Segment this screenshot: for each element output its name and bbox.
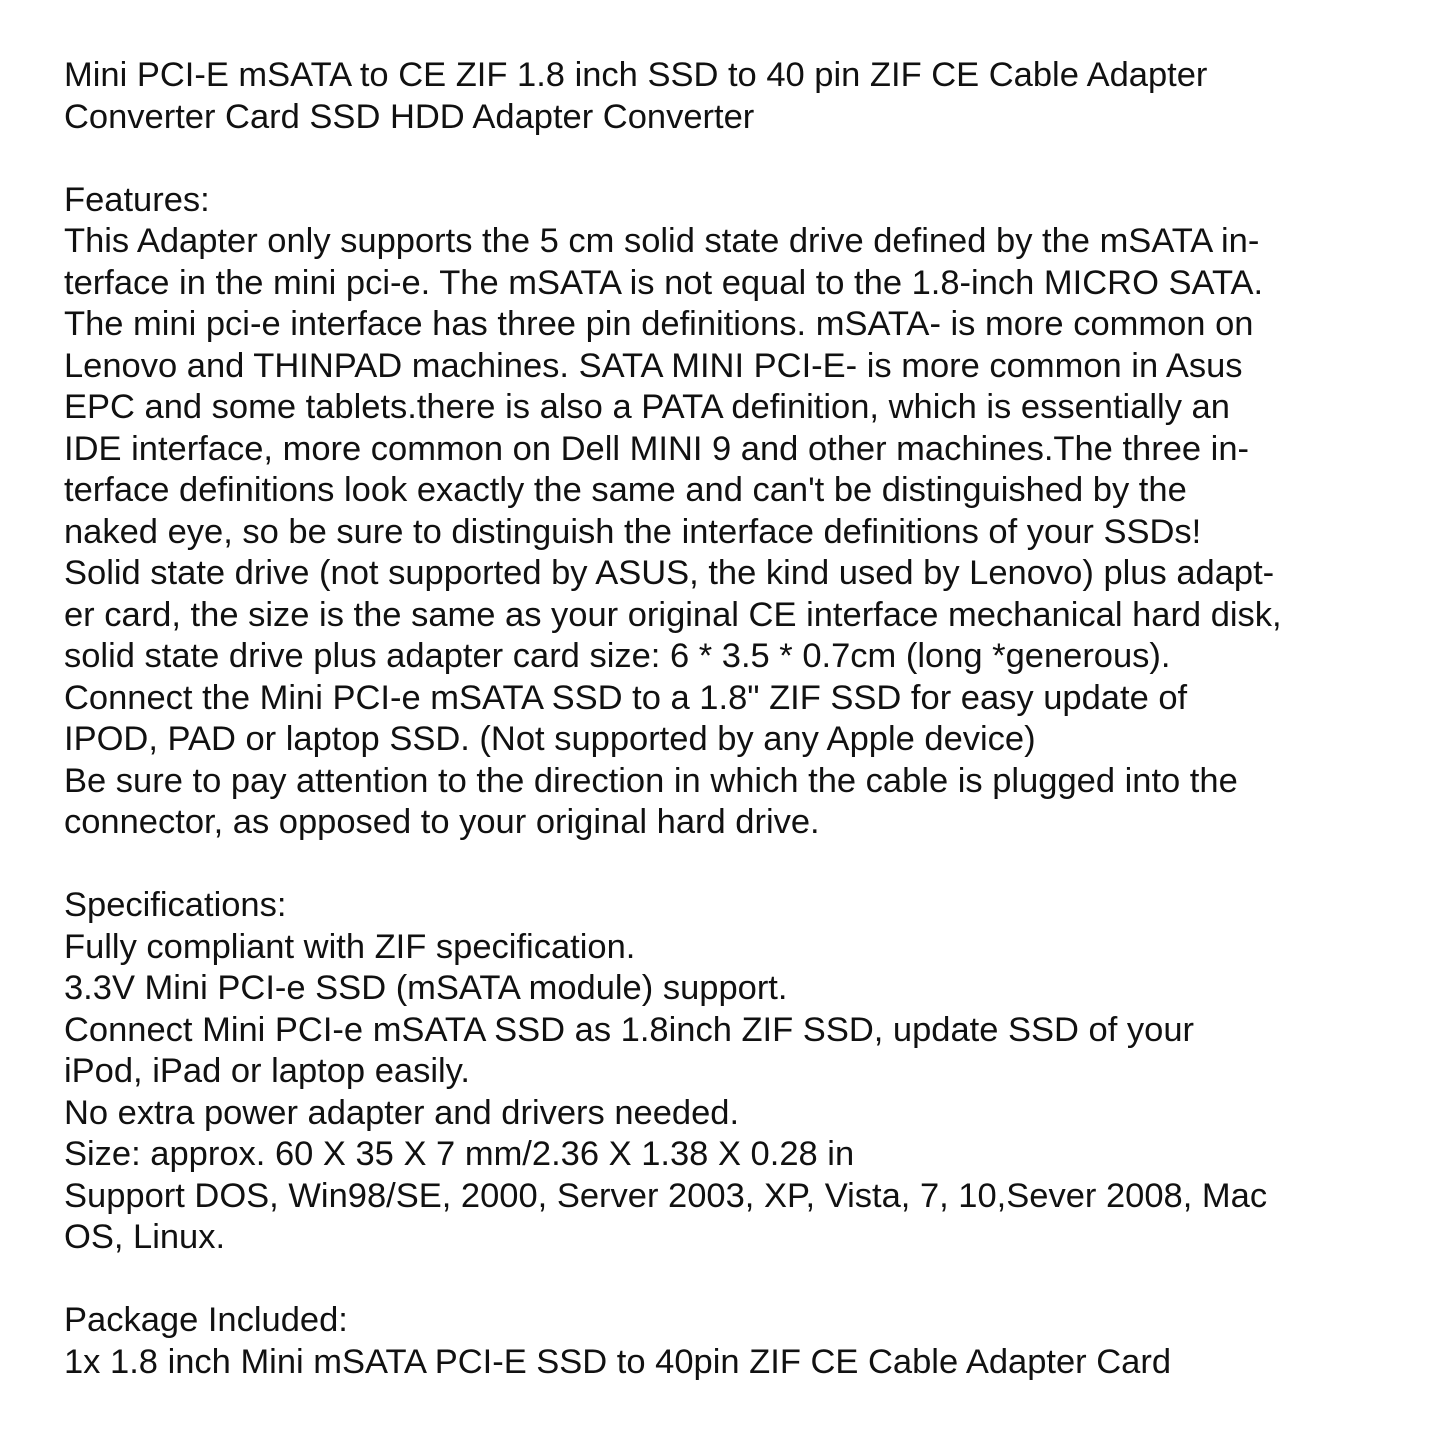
specifications-line: No extra power adapter and drivers needed. — [64, 1093, 740, 1132]
features-line: naked eye, so be sure to distinguish the interface definitions of your SSDs! — [64, 512, 1202, 551]
features-line: Lenovo and THINPAD machines. SATA MINI PCI-E- is more common in Asus — [64, 346, 1243, 385]
features-line: EPC and some tablets.there is also a PATA definition, which is essentially an — [64, 388, 1230, 426]
specifications-line: iPod, iPad or laptop easily. — [64, 1052, 470, 1090]
package-line: 1x 1.8 inch Mini mSATA PCI-E SSD to 40pin ZIF CE Cable Adapter Card — [64, 1342, 1172, 1381]
features-line: Connect the Mini PCI-e mSATA SSD to a 1.8" ZIF SSD for easy update of — [64, 678, 1188, 717]
specifications-line: Size: approx. 60 X 35 X 7 mm/2.36 X 1.38 X 0.28 in — [64, 1135, 855, 1173]
features-line: solid state drive plus adapter card size: 6 * 3.5 * 0.7cm (long *generous). — [64, 637, 1171, 675]
features-line: IDE interface, more common on Dell MINI 9 and other machines.The three in- — [64, 429, 1250, 468]
features-line: er card, the size is the same as your original CE interface mechanical hard disk, — [64, 595, 1282, 634]
product-title — [64, 55, 1404, 138]
features-line: The mini pci-e interface has three pin definitions. mSATA- is more common on — [64, 305, 1254, 343]
features-line: Solid state drive (not supported by ASUS, the kind used by Lenovo) plus adapt- — [64, 554, 1275, 592]
features-line: terface definitions look exactly the same and can't be distinguished by the — [64, 471, 1187, 509]
specifications-line: OS, Linux. — [64, 1218, 226, 1256]
features-line: This Adapter only supports the 5 cm solid state drive defined by the mSATA in- — [64, 222, 1260, 260]
section-spacer — [64, 844, 1404, 886]
specifications-line: Fully compliant with ZIF specification. — [64, 927, 636, 966]
specifications-heading: Specifications: — [64, 886, 287, 924]
features-line: connector, as opposed to your original hard drive. — [64, 803, 820, 841]
specifications-line: Support DOS, Win98/SE, 2000, Server 2003, XP, Vista, 7, 10,Sever 2008, Mac — [64, 1176, 1268, 1215]
features-section — [64, 180, 1404, 844]
features-line: IPOD, PAD or laptop SSD. (Not supported by any Apple device) — [64, 720, 1036, 758]
title-line: Converter Card SSD HDD Adapter Converter — [64, 97, 755, 136]
section-spacer — [64, 1259, 1404, 1301]
features-line: terface in the mini pci-e. The mSATA is not equal to the 1.8-inch MICRO SATA. — [64, 263, 1264, 302]
features-line: Be sure to pay attention to the direction in which the cable is plugged into the — [64, 761, 1238, 800]
title-line: Mini PCI-E mSATA to CE ZIF 1.8 inch SSD to 40 pin ZIF CE Cable Adapter — [64, 56, 1208, 94]
section-spacer — [64, 138, 1404, 180]
package-section — [64, 1300, 1404, 1383]
specifications-line: Connect Mini PCI-e mSATA SSD as 1.8inch ZIF SSD, update SSD of your — [64, 1010, 1195, 1049]
specifications-section — [64, 885, 1404, 1259]
package-heading: Package Included: — [64, 1301, 348, 1339]
specifications-line: 3.3V Mini PCI-e SSD (mSATA module) support. — [64, 969, 788, 1007]
product-description — [64, 55, 1404, 1383]
features-heading: Features: — [64, 180, 210, 219]
